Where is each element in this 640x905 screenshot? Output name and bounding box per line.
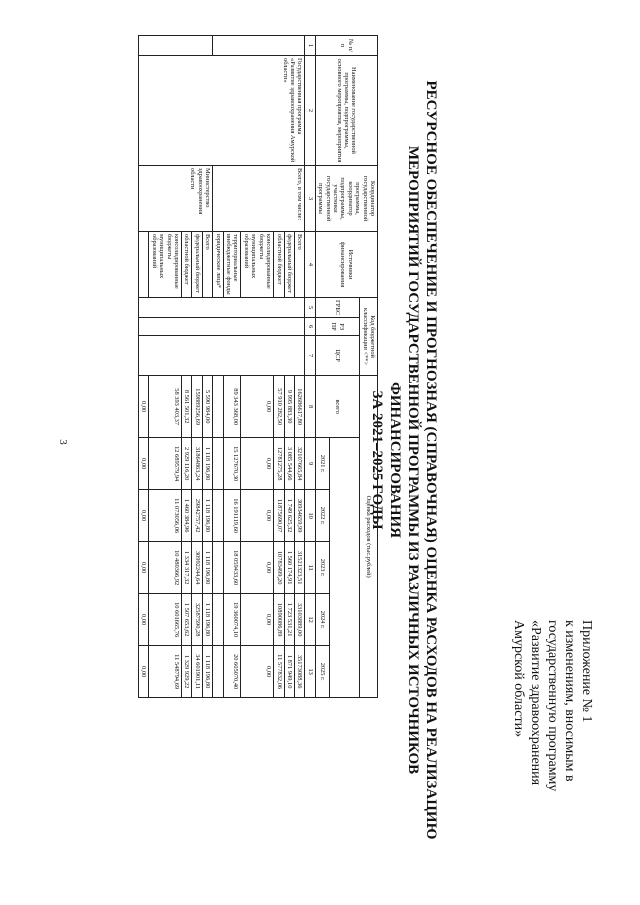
page-number: 3 xyxy=(56,439,69,445)
value-cell: 58 393 403,37 xyxy=(149,376,182,438)
column-number-row xyxy=(305,36,315,698)
value-cell: 5 590 984,00 xyxy=(202,376,212,438)
source-cell: консолидированные бюджеты муниципальных образований xyxy=(241,232,274,298)
value-cell: 0,00 xyxy=(241,542,274,594)
value-cell: 12 689579,94 xyxy=(149,438,182,490)
value-cell: 3 085 544,66 xyxy=(284,438,294,490)
col-number: 11 xyxy=(305,542,315,594)
value-cell: 1 749 625,32 xyxy=(284,490,294,542)
value-cell: 0,00 xyxy=(139,376,149,438)
title-line: ЗА 2021–2025 ГОДЫ xyxy=(369,390,385,530)
coordinator-cell: Министерство здравоохранения области xyxy=(139,166,213,232)
value-cell: 57 910 282,50 xyxy=(274,376,284,438)
source-cell: Всего xyxy=(202,232,212,298)
header-source: Источники финансирования xyxy=(315,232,377,298)
col-number: 5 xyxy=(305,298,315,318)
value-cell: 159889256,69 xyxy=(192,376,202,438)
financing-table xyxy=(138,35,378,698)
grbs-cell xyxy=(139,298,305,318)
header-grbs: ГРБС xyxy=(315,298,359,318)
value-cell: 11 548794,69 xyxy=(149,646,182,698)
header-budget-code: Код бюджетной классификации <**> xyxy=(360,298,378,376)
col-number: 2 xyxy=(305,56,315,166)
value-cell: 9 995 883,30 xyxy=(284,376,294,438)
header-num: № п/п xyxy=(315,36,377,56)
appendix-line: «Развитие здравоохранения xyxy=(528,620,543,786)
value-cell: 1 118 196,80 xyxy=(202,438,212,490)
value-cell: 0,00 xyxy=(241,490,274,542)
value-cell: 0,00 xyxy=(139,646,149,698)
value-cell: 11875690,07 xyxy=(274,490,284,542)
header-year: 2022 г. xyxy=(315,490,329,542)
value-cell: 34 601901,11 xyxy=(192,646,202,698)
value-cell: 0,00 xyxy=(139,490,149,542)
value-cell: 30992244,64 xyxy=(192,542,202,594)
value-cell: 10 601665,76 xyxy=(149,594,182,646)
appendix-line: Амурской области» xyxy=(511,620,526,738)
header-estimate: Оценка расходов (тыс.рублей) xyxy=(360,376,378,698)
value-cell xyxy=(213,490,223,542)
appendix-line: к изменениям, вносимым в xyxy=(562,620,577,782)
header-name: Наименование государственной программы, подпрограммы, основного мероприятия, мероприятия xyxy=(315,56,377,166)
header-coordinator: Координатор государственной программы, координатор подпрограммы, участники государственной программы xyxy=(315,166,377,232)
value-cell: 11 073056,06 xyxy=(149,490,182,542)
value-cell: 31864863,24 xyxy=(192,438,202,490)
value-cell xyxy=(213,594,223,646)
value-cell: 11 577832,06 xyxy=(274,646,284,698)
source-cell xyxy=(139,232,149,298)
value-cell: 1 871 949,10 xyxy=(284,646,294,698)
header-csr: ЦСР xyxy=(315,336,359,376)
row-num xyxy=(139,36,213,56)
col-number: 3 xyxy=(305,166,315,232)
value-cell: 8 561 501,32 xyxy=(182,376,192,438)
col-number: 6 xyxy=(305,318,315,336)
source-cell: федеральный бюджет xyxy=(192,232,202,298)
value-cell: 0,00 xyxy=(241,594,274,646)
value-cell: 20 605070,40 xyxy=(223,646,241,698)
col-number: 8 xyxy=(305,376,315,438)
value-cell: 0,00 xyxy=(241,646,274,698)
value-cell xyxy=(213,376,223,438)
value-cell: 1 507 653,62 xyxy=(182,594,192,646)
row-num xyxy=(213,36,305,56)
title-line: РЕСУРСНОЕ ОБЕСПЕЧЕНИЕ И ПРОГНОЗНАЯ (СПРАВОЧНАЯ) ОЦЕНКА РАСХОДОВ НА РЕАЛИЗАЦИЮ xyxy=(423,80,439,840)
value-cell: 1 118 196,80 xyxy=(202,490,212,542)
value-cell: 12781275,28 xyxy=(274,438,284,490)
value-cell: 29842757,42 xyxy=(192,490,202,542)
appendix-line: государственную программу xyxy=(545,620,560,792)
header-rz-pr: РЗ ПР xyxy=(315,318,359,336)
value-cell xyxy=(213,542,223,594)
source-cell: областной бюджет xyxy=(182,232,192,298)
rzpr-cell xyxy=(139,318,305,336)
value-cell: 10783499,20 xyxy=(274,542,284,594)
col-number: 12 xyxy=(305,594,315,646)
value-cell: 10890086,89 xyxy=(274,594,284,646)
header-year: 2024 г. xyxy=(315,594,329,646)
value-cell: 1 723 531,21 xyxy=(284,594,294,646)
csr-cell xyxy=(139,336,305,376)
value-cell: 0,00 xyxy=(139,438,149,490)
value-cell: 1 118 196,80 xyxy=(202,646,212,698)
value-cell: 162686617,80 xyxy=(294,376,304,438)
appendix-line: Приложение № 1 xyxy=(579,620,594,723)
source-cell: федеральный бюджет xyxy=(284,232,294,298)
value-cell: 89 343 368,00 xyxy=(223,376,241,438)
col-number: 13 xyxy=(305,646,315,698)
value-cell: 0,00 xyxy=(139,594,149,646)
program-name: Государственная программа «Развитие здравоохранения Амурской области» xyxy=(139,56,305,166)
value-cell: 30934659,99 xyxy=(294,490,304,542)
value-cell: 0,00 xyxy=(139,542,149,594)
header-row xyxy=(360,36,378,698)
value-cell: 1 334 317,32 xyxy=(182,542,192,594)
table-row xyxy=(294,36,304,698)
value-cell: 0,00 xyxy=(241,438,274,490)
col-number: 1 xyxy=(305,36,315,56)
title-line: МЕРОПРИЯТИЙ ГОСУДАРСТВЕННОЙ ПРОГРАММЫ ИЗ РАЗЛИЧНЫХ ИСТОЧНИКОВ ФИНАНСИРОВАНИЯ xyxy=(387,145,421,775)
value-cell: 35173088,36 xyxy=(294,646,304,698)
value-cell: 0,00 xyxy=(241,376,274,438)
value-cell: 1 460 384,96 xyxy=(182,490,192,542)
value-cell: 31521323,51 xyxy=(294,542,304,594)
header-year: 2021 г. xyxy=(315,438,329,490)
value-cell: 10 480366,92 xyxy=(149,542,182,594)
value-cell: 19 360074,10 xyxy=(223,594,241,646)
source-cell: консолидированные бюджеты муниципальных образований xyxy=(149,232,182,298)
appendix-note xyxy=(510,620,595,860)
header-years-group xyxy=(329,438,360,698)
source-cell: территориальные внебюджетные фонды xyxy=(223,232,241,298)
document-title xyxy=(368,70,440,850)
value-cell: 16 191119,60 xyxy=(223,490,241,542)
value-cell: 18 059433,60 xyxy=(223,542,241,594)
header-year: 2025 г. xyxy=(315,646,329,698)
value-cell: 15 127670,30 xyxy=(223,438,241,490)
coordinator-cell: Всего, в том числе: xyxy=(213,166,305,232)
header-total: всего xyxy=(315,376,359,438)
source-cell: областной бюджет xyxy=(274,232,284,298)
value-cell: 1 329 929,22 xyxy=(182,646,192,698)
value-cell: 2 929 116,20 xyxy=(182,438,192,490)
col-number: 7 xyxy=(305,336,315,376)
value-cell: 1 118 196,80 xyxy=(202,594,212,646)
col-number: 4 xyxy=(305,232,315,298)
value-cell: 1 118 196,80 xyxy=(202,542,212,594)
header-year: 2023 г. xyxy=(315,542,329,594)
source-cell: Всего xyxy=(294,232,304,298)
value-cell: 33103889,00 xyxy=(294,594,304,646)
value-cell xyxy=(213,646,223,698)
value-cell xyxy=(213,438,223,490)
source-cell: юридические лица* xyxy=(213,232,223,298)
col-number: 9 xyxy=(305,438,315,490)
col-number: 10 xyxy=(305,490,315,542)
value-cell: 32587590,28 xyxy=(192,594,202,646)
value-cell: 32107665,84 xyxy=(294,438,304,490)
value-cell: 1 560 174,91 xyxy=(284,542,294,594)
